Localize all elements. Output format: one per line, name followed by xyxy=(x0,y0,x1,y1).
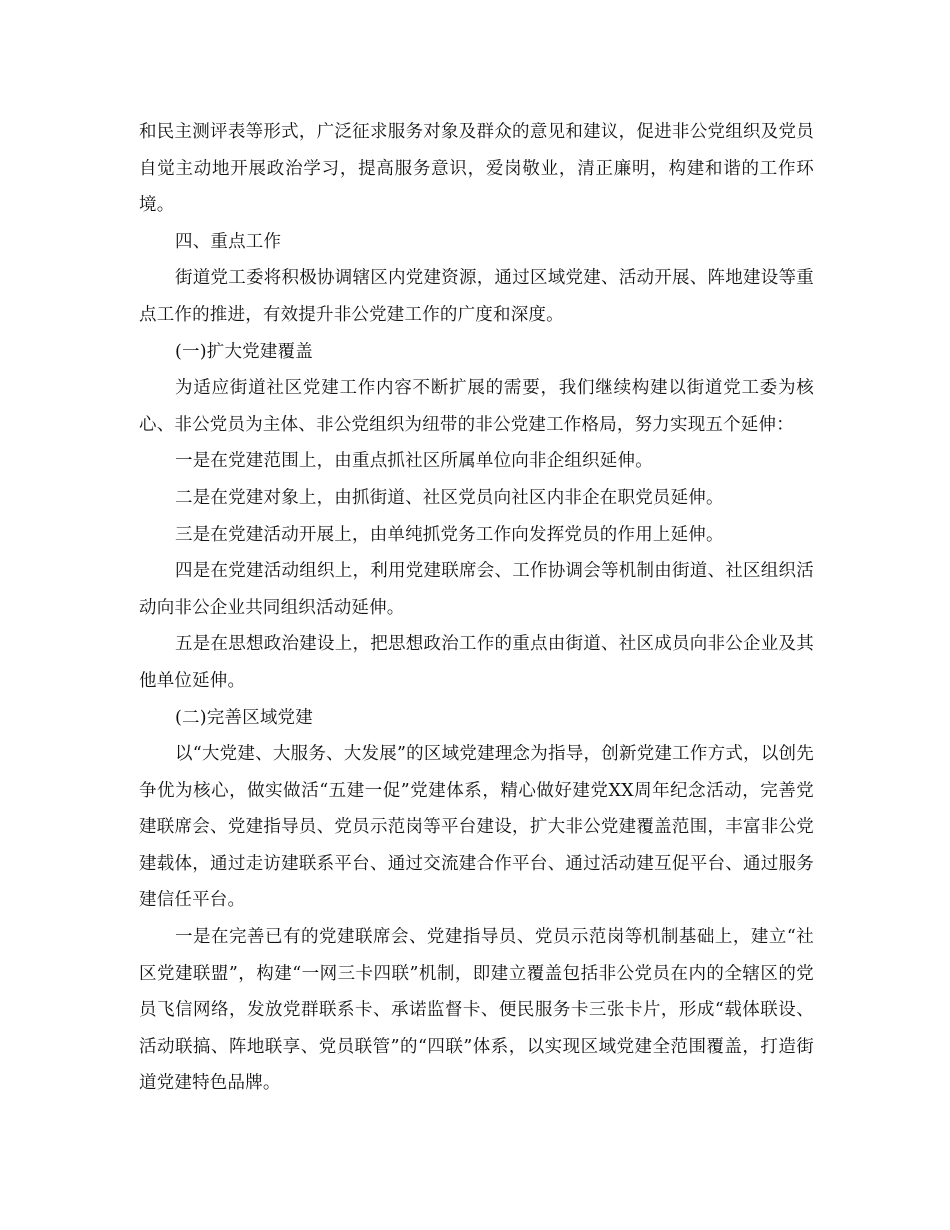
document-body xyxy=(139,114,814,1102)
paragraph-continuation: 和民主测评表等形式，广泛征求服务对象及群众的意见和建议，促进非公党组织及党员自觉主动地开展政治学习，提高服务意识，爱岗敬业，清正廉明，构建和谐的工作环境。 xyxy=(139,122,814,216)
list-item-extension-1: 一是在党建范围上，由重点抓社区所属单位向非企组织延伸。 xyxy=(175,451,653,472)
list-item-extension-5: 五是在思想政治建设上，把思想政治工作的重点由街道、社区成员向非公企业及其他单位延伸。 xyxy=(139,634,814,691)
paragraph-party-alliance: 一是在完善已有的党建联席会、党建指导员、党员示范岗等机制基础上，建立“社区党建联盟”，构建“一网三卡四联”机制，即建立覆盖包括非公党员在内的全辖区的党员飞信网络，发放党群联系卡、承诺监督卡、便民服务卡三张卡片，形成“载体联设、活动联搞、阵地联享、党员联管”的“四联”体系，以实现区域党建全范围覆盖，打造街道党建特色品牌。 xyxy=(139,927,814,1094)
list-item-extension-2: 二是在党建对象上，由抓街道、社区党员向社区内非企在职党员延伸。 xyxy=(175,487,724,508)
paragraph-expand-coverage: 为适应街道社区党建工作内容不断扩展的需要，我们继续构建以街道党工委为核心、非公党员为主体、非公党组织为纽带的非公党建工作格局，努力实现五个延伸： xyxy=(139,378,814,435)
list-item-extension-4: 四是在党建活动组织上，利用党建联席会、工作协调会等机制由街道、社区组织活动向非公企业共同组织活动延伸。 xyxy=(139,561,814,618)
section-heading-key-work: 四、重点工作 xyxy=(175,231,282,252)
subheading-regional-party-building: (二)完善区域党建 xyxy=(175,707,313,728)
list-item-extension-3: 三是在党建活动开展上，由单纯抓党务工作向发挥党员的作用上延伸。 xyxy=(175,524,724,545)
subheading-expand-coverage: (一)扩大党建覆盖 xyxy=(175,341,313,362)
paragraph-regional-party-building: 以“大党建、大服务、大发展”的区域党建理念为指导，创新党建工作方式，以创先争优为核心，做实做活“五建一促”党建体系，精心做好建党XX周年纪念活动，完善党建联席会、党建指导员、党员示范岗等平台建设，扩大非公党建覆盖范围，丰富非公党建载体，通过走访建联系平台、通过交流建合作平台、通过活动建互促平台、通过服务建信任平台。 xyxy=(139,744,814,911)
paragraph-key-work-intro: 街道党工委将积极协调辖区内党建资源，通过区域党建、活动开展、阵地建设等重点工作的推进，有效提升非公党建工作的广度和深度。 xyxy=(139,268,814,325)
